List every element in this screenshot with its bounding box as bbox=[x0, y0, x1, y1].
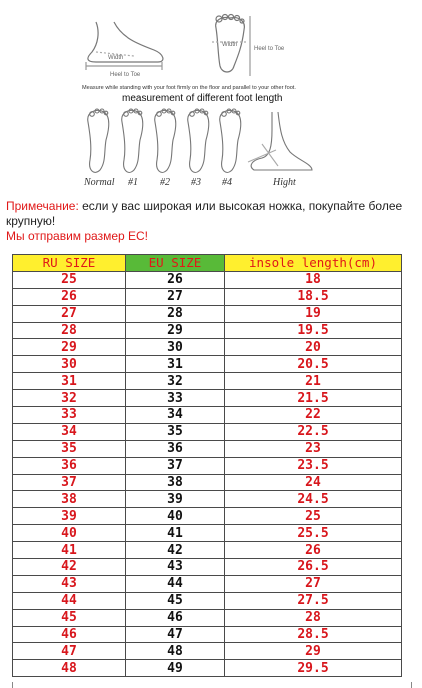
ru-size-cell: 46 bbox=[13, 626, 126, 643]
table-header-row bbox=[13, 255, 402, 272]
insole-length-cell: 27.5 bbox=[225, 592, 402, 609]
heel-to-toe-label-left: Heel to Toe bbox=[110, 72, 141, 78]
table-row bbox=[13, 356, 402, 373]
table-row bbox=[13, 440, 402, 457]
size-chart bbox=[12, 254, 402, 677]
note-prefix: Примечание: bbox=[6, 199, 79, 213]
ru-size-cell: 35 bbox=[13, 440, 126, 457]
table-row bbox=[13, 373, 402, 390]
header-eu-size: EU SIZE bbox=[126, 255, 225, 272]
table-row bbox=[13, 575, 402, 592]
ru-size-cell: 44 bbox=[13, 592, 126, 609]
ru-size-cell: 32 bbox=[13, 390, 126, 407]
ru-size-cell: 26 bbox=[13, 288, 126, 305]
table-row bbox=[13, 271, 402, 288]
insole-length-cell: 21 bbox=[225, 373, 402, 390]
insole-length-cell: 25 bbox=[225, 508, 402, 525]
insole-length-cell: 27 bbox=[225, 575, 402, 592]
eu-size-cell: 28 bbox=[126, 305, 225, 322]
table-row bbox=[13, 626, 402, 643]
ru-size-cell: 30 bbox=[13, 356, 126, 373]
insole-length-cell: 22.5 bbox=[225, 423, 402, 440]
table-row bbox=[13, 423, 402, 440]
eu-size-cell: 46 bbox=[126, 609, 225, 626]
insole-length-cell: 23 bbox=[225, 440, 402, 457]
insole-length-cell: 26 bbox=[225, 542, 402, 559]
eu-size-cell: 34 bbox=[126, 407, 225, 424]
side-foot-drawing bbox=[86, 22, 163, 70]
ru-size-cell: 34 bbox=[13, 423, 126, 440]
foot-illustration bbox=[0, 0, 422, 196]
heel-to-toe-label-right: Heel to Toe bbox=[254, 46, 285, 52]
insole-length-cell: 19.5 bbox=[225, 322, 402, 339]
ru-size-cell: 40 bbox=[13, 525, 126, 542]
insole-length-cell: 24 bbox=[225, 474, 402, 491]
eu-size-cell: 35 bbox=[126, 423, 225, 440]
ru-size-cell: 43 bbox=[13, 575, 126, 592]
eu-size-cell: 48 bbox=[126, 643, 225, 660]
table-row bbox=[13, 491, 402, 508]
eu-size-cell: 43 bbox=[126, 559, 225, 576]
width-label-top: Width bbox=[222, 42, 238, 48]
width-label: Width bbox=[108, 55, 124, 61]
note-body: если у вас широкая или высокая ножка, покупайте более крупную! bbox=[6, 199, 403, 228]
table-row bbox=[13, 609, 402, 626]
eu-size-cell: 39 bbox=[126, 491, 225, 508]
table-row bbox=[13, 559, 402, 576]
eu-size-cell: 26 bbox=[126, 271, 225, 288]
table-row bbox=[13, 592, 402, 609]
eu-size-cell: 31 bbox=[126, 356, 225, 373]
foot-type-2: #2 bbox=[160, 177, 170, 188]
header-ru-size: RU SIZE bbox=[13, 255, 126, 272]
insole-length-cell: 28.5 bbox=[225, 626, 402, 643]
ru-size-cell: 36 bbox=[13, 457, 126, 474]
eu-size-cell: 38 bbox=[126, 474, 225, 491]
foot-type-3: #3 bbox=[191, 177, 201, 188]
sizing-note bbox=[6, 199, 420, 244]
insole-length-cell: 25.5 bbox=[225, 525, 402, 542]
foot-measurement-diagram bbox=[0, 0, 422, 196]
insole-length-cell: 18 bbox=[225, 271, 402, 288]
table-row bbox=[13, 508, 402, 525]
footprint-1 bbox=[122, 109, 143, 172]
table-row bbox=[13, 660, 402, 677]
foot-type-1: #1 bbox=[128, 177, 138, 188]
note-line-2: Мы отправим размер ЕС! bbox=[6, 229, 149, 243]
footprint-3 bbox=[188, 109, 209, 172]
ru-size-cell: 39 bbox=[13, 508, 126, 525]
size-table-body bbox=[13, 271, 402, 676]
eu-size-cell: 36 bbox=[126, 440, 225, 457]
eu-size-cell: 41 bbox=[126, 525, 225, 542]
insole-length-cell: 29.5 bbox=[225, 660, 402, 677]
insole-length-cell: 18.5 bbox=[225, 288, 402, 305]
foot-type-labels bbox=[83, 177, 296, 188]
insole-length-cell: 29 bbox=[225, 643, 402, 660]
insole-length-cell: 23.5 bbox=[225, 457, 402, 474]
table-row bbox=[13, 525, 402, 542]
ru-size-cell: 25 bbox=[13, 271, 126, 288]
table-row bbox=[13, 643, 402, 660]
footprint-4 bbox=[220, 109, 241, 172]
table-row bbox=[13, 542, 402, 559]
high-arch-foot-drawing bbox=[248, 112, 312, 170]
ru-size-cell: 48 bbox=[13, 660, 126, 677]
note-line-1 bbox=[6, 199, 420, 229]
eu-size-cell: 32 bbox=[126, 373, 225, 390]
table-row bbox=[13, 339, 402, 356]
insole-length-cell: 28 bbox=[225, 609, 402, 626]
table-row bbox=[13, 407, 402, 424]
insole-length-cell: 20.5 bbox=[225, 356, 402, 373]
foot-type-hight: Hight bbox=[273, 177, 296, 188]
ru-size-cell: 33 bbox=[13, 407, 126, 424]
eu-size-cell: 45 bbox=[126, 592, 225, 609]
eu-size-cell: 44 bbox=[126, 575, 225, 592]
table-row bbox=[13, 390, 402, 407]
insole-length-cell: 24.5 bbox=[225, 491, 402, 508]
eu-size-cell: 29 bbox=[126, 322, 225, 339]
ru-size-cell: 28 bbox=[13, 322, 126, 339]
insole-length-cell: 19 bbox=[225, 305, 402, 322]
table-row bbox=[13, 457, 402, 474]
ru-size-cell: 31 bbox=[13, 373, 126, 390]
foot-type-normal: Normal bbox=[84, 177, 115, 188]
eu-size-cell: 49 bbox=[126, 660, 225, 677]
insole-length-cell: 26.5 bbox=[225, 559, 402, 576]
eu-size-cell: 40 bbox=[126, 508, 225, 525]
eu-size-cell: 37 bbox=[126, 457, 225, 474]
insole-length-cell: 22 bbox=[225, 407, 402, 424]
eu-size-cell: 27 bbox=[126, 288, 225, 305]
footprint-normal bbox=[88, 109, 109, 172]
measure-instruction: Measure while standing with your foot firmly on the floor and parallel to your other foot. bbox=[82, 85, 296, 91]
table-tail bbox=[12, 682, 412, 688]
insole-length-cell: 21.5 bbox=[225, 390, 402, 407]
footprint-2 bbox=[155, 109, 176, 172]
table-row bbox=[13, 305, 402, 322]
ru-size-cell: 29 bbox=[13, 339, 126, 356]
eu-size-cell: 47 bbox=[126, 626, 225, 643]
foot-type-4: #4 bbox=[222, 177, 232, 188]
ru-size-cell: 37 bbox=[13, 474, 126, 491]
insole-length-cell: 20 bbox=[225, 339, 402, 356]
ru-size-cell: 42 bbox=[13, 559, 126, 576]
ru-size-cell: 47 bbox=[13, 643, 126, 660]
table-row bbox=[13, 474, 402, 491]
eu-size-cell: 42 bbox=[126, 542, 225, 559]
header-insole-length: insole length(cm) bbox=[225, 255, 402, 272]
table-row bbox=[13, 322, 402, 339]
diagram-heading: measurement of different foot length bbox=[122, 93, 283, 104]
size-table bbox=[12, 254, 402, 677]
ru-size-cell: 27 bbox=[13, 305, 126, 322]
ru-size-cell: 38 bbox=[13, 491, 126, 508]
eu-size-cell: 33 bbox=[126, 390, 225, 407]
ru-size-cell: 45 bbox=[13, 609, 126, 626]
table-row bbox=[13, 288, 402, 305]
eu-size-cell: 30 bbox=[126, 339, 225, 356]
ru-size-cell: 41 bbox=[13, 542, 126, 559]
